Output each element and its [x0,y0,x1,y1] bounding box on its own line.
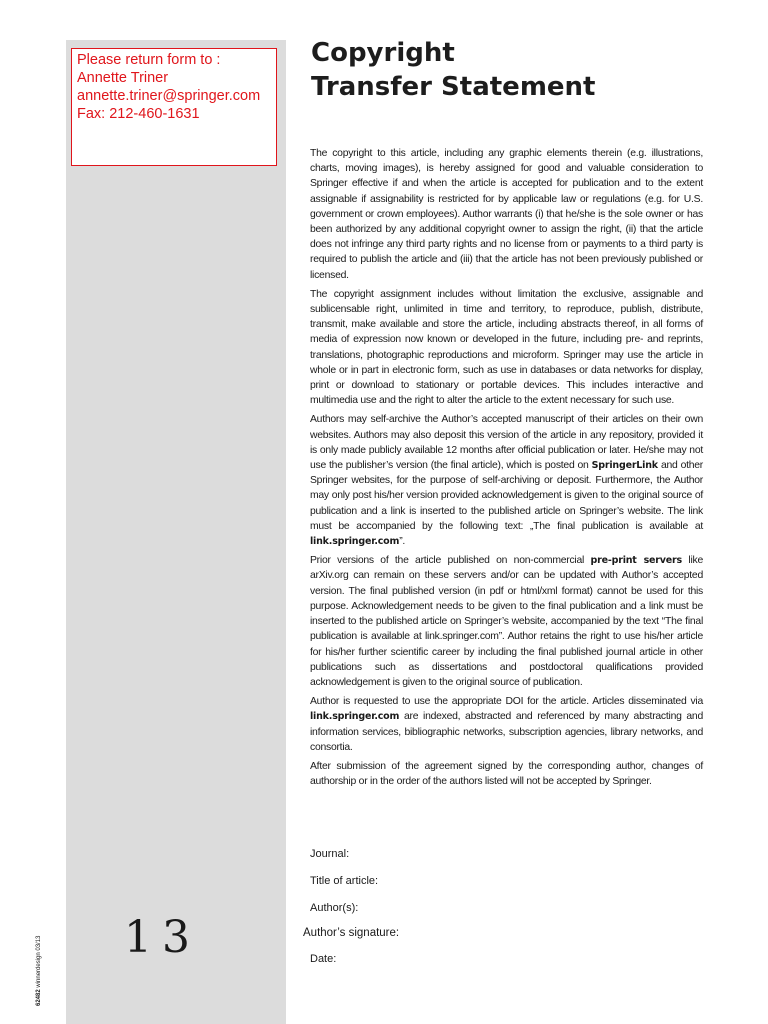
paragraph-doi [310,694,703,755]
preprint-servers-text: pre-print servers [590,555,682,567]
gray-sidebar [66,40,286,1024]
return-address-box [71,48,277,166]
signature-field-label[interactable]: Author’s signature: [303,927,400,939]
return-instruction: Please return form to : [77,52,221,68]
title-line-1: Copyright [311,38,455,68]
self-archive-text-2: and other Springer websites, for the purpose of self-archiving or deposit. Furthermore, the Author may only post his/her version provided acknowledgement is given to the original source of publication and a link is inserted to the published article on Springer’s website. The link must be accompanied by the following text: „The final publication is available at [310,460,704,532]
springer-link-text[interactable]: link.springer.com [310,536,400,548]
paragraph-rights: The copyright assignment includes without limitation the exclusive, assignable and sublicensable right, unlimited in time and territory, to reproduce, publish, distribute, transmit, make available and store the article, including abstracts thereof, in all forms of media of expression now known or developed in the future, including pre- and reprints, translations, photographic reproductions and microform. Springer may use the article in whole or in part in electronic form, such as use in databases or data networks for display, print or download to stationary or portable devices. This includes interactive and multimedia use and the right to alter the article to the extent necessary for such use. [310,288,703,407]
footer-code [36,936,42,1006]
return-contact-email[interactable]: annette.triner@springer.com [77,88,261,104]
preprint-text-2: like arXiv.org can remain on these servers and/or can be updated with Author’s accepted version. The final published version (in pdf or html/xml format) cannot be used for this purpose. Acknowledgement needs to be given to the final publication and a link must be inserted to the published article on Springer’s website, accompanied by the text “The final publication is available at link.springer.com”. Author retains the right to use his/her article for his/her further scientific career by including the final published journal article in other publications such as dissertations and postdoctoral qualifications provided acknowledgement is given to the original source of publication. [310,555,703,688]
journal-field-label[interactable]: Journal: [310,848,350,860]
title-field-label[interactable]: Title of article: [310,875,379,887]
self-archive-text-3: ”. [399,536,406,548]
footer-code-number: 62482 [36,989,42,1006]
self-archive-text-1: Authors may self-archive the Author’s accepted manuscript of their articles on their own websites. Authors may also deposit this version of the article in any repository, provided it is only made publicly available 12 months after official publication or later. He/she may not use the publisher’s version (the final article), which is posted on [310,414,703,472]
footer-code-text: winnerdesign 03/13 [36,935,42,988]
paragraph-self-archive [310,412,703,549]
paragraph-assignment: The copyright to this article, including any graphic elements therein (e.g. illustrations, charts, moving images), is hereby assigned for good and valuable consideration to Springer effective if and when the article is accepted for publication and to the extent assignable if assignability is restricted for by applicable law or regulations (e.g. for U.S. government or crown employees). Author warrants (i) that he/she is the sole owner or has been authorized by any additional copyright owner to assign the right, (ii) that the article does not infringe any third party rights and no license from or payments to a third party is required to publish the article and (iii) that the article has not been previously published or licensed. [310,148,703,281]
return-contact-name: Annette Triner [77,70,169,86]
doi-link-text[interactable]: link.springer.com [310,711,400,723]
authors-field-label[interactable]: Author(s): [310,902,359,914]
doi-text-1: Author is requested to use the appropriate DOI for the article. Articles disseminated via [310,696,703,708]
paragraph-preprint [310,553,703,690]
doi-text-2: are indexed, abstracted and referenced by many abstracting and information services, bibliographic networks, subscription agencies, library networks, and consortia. [310,711,703,753]
page-title [311,36,731,104]
springer-logo [124,912,220,958]
paragraph-authorship: After submission of the agreement signed by the corresponding author, changes of authorship or in the order of the authors listed will not be accepted by Springer. [310,760,703,788]
logo-text: 13 [124,912,200,958]
preprint-text-1: Prior versions of the article published on non-commercial [310,555,591,567]
springerlink-text: SpringerLink [591,460,658,472]
title-line-2: Transfer Statement [311,72,596,102]
statement-body [310,146,703,793]
date-field-label[interactable]: Date: [310,953,337,965]
return-contact-fax: Fax: 212-460-1631 [77,106,200,122]
